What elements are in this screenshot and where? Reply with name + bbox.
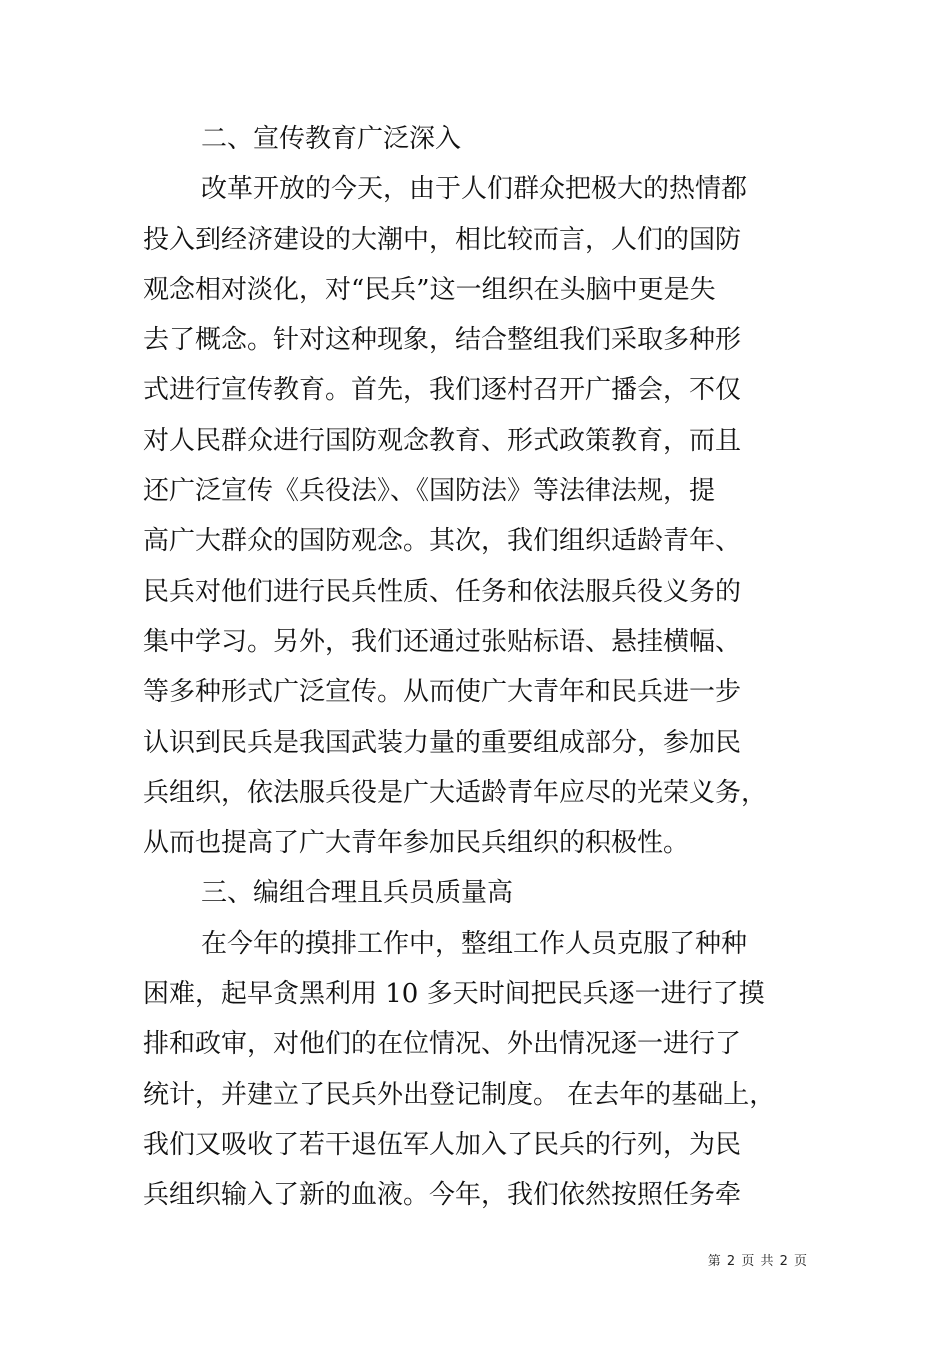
paragraph-line: 高广大群众的国防观念。其次，我们组织适龄青年、 — [143, 526, 742, 557]
section-heading-2: 二、宣传教育广泛深入 — [201, 124, 462, 154]
paragraph-line: 式进行宣传教育。首先，我们逐村召开广播会，不仅 — [143, 375, 742, 406]
paragraph-line: 还广泛宣传《兵役法》、《国防法》等法律法规，提 — [143, 476, 716, 507]
paragraph-line: 去了概念。针对这种现象，结合整组我们采取多种形 — [143, 325, 742, 356]
paragraph-line: 投入到经济建设的大潮中，相比较而言，人们的国防 — [143, 224, 742, 255]
paragraph-line: 对人民群众进行国防观念教育、形式政策教育，而且 — [143, 425, 742, 456]
paragraph-line: 集中学习。另外，我们还通过张贴标语、悬挂横幅、 — [143, 626, 742, 657]
paragraph-line: 困难，起早贪黑利用 10 多天时间把民兵逐一进行了摸 — [143, 979, 765, 1010]
body-text — [143, 114, 803, 1221]
paragraph-line: 统计，并建立了民兵外出登记制度。 在去年的基础上， — [143, 1079, 776, 1110]
page-number: 第 2 页 共 2 页 — [707, 1254, 808, 1269]
paragraph-line: 我们又吸收了若干退伍军人加入了民兵的行列，为民 — [143, 1129, 742, 1160]
paragraph-line: 从而也提高了广大青年参加民兵组织的积极性。 — [143, 828, 690, 859]
section-heading-3: 三、编组合理且兵员质量高 — [201, 878, 514, 909]
paragraph-line: 观念相对淡化，对“民兵”这一组织在头脑中更是失 — [143, 274, 716, 305]
paragraph-line: 兵组织输入了新的血液。今年，我们依然按照任务牵 — [143, 1180, 742, 1211]
paragraph-line: 认识到民兵是我国武装力量的重要组成部分，参加民 — [143, 727, 742, 758]
paragraph-line: 改革开放的今天，由于人们群众把极大的热情都 — [201, 174, 748, 205]
paragraph-line: 在今年的摸排工作中，整组工作人员克服了种种 — [201, 928, 748, 959]
paragraph-line: 排和政审，对他们的在位情况、外出情况逐一进行了 — [143, 1029, 742, 1060]
paragraph-line: 等多种形式广泛宣传。从而使广大青年和民兵进一步 — [143, 677, 742, 708]
paragraph-line: 兵组织，依法服兵役是广大适龄青年应尽的光荣义务， — [143, 777, 768, 808]
paragraph-line: 民兵对他们进行民兵性质、任务和依法服兵役义务的 — [143, 576, 742, 607]
